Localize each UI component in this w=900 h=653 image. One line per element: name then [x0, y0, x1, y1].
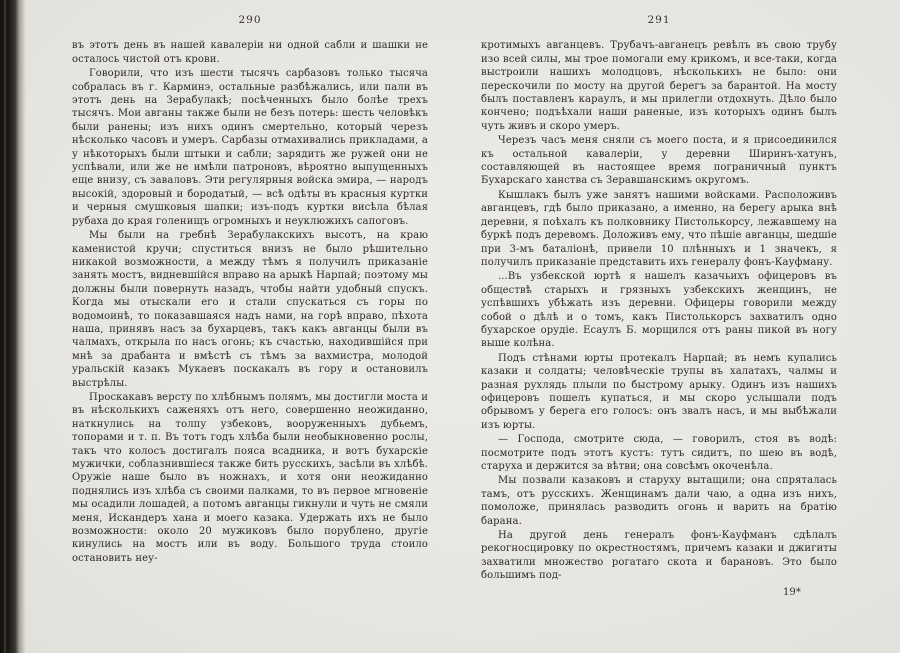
paragraph: ...Въ узбекской юртѣ я нашелъ казачьихъ офицеровъ въ обществѣ старыхъ и грязныхъ узбекскихъ женщинъ, не успѣвшихъ убѣжать изъ деревни. Офицеры говорили между собой о дѣлѣ и о томъ, какъ Пистолькорсъ захватилъ одно бухарское орудіе. Есаулъ Б. морщился отъ раны пикой въ ногу выше колѣна. — [481, 271, 837, 350]
paragraph: кротимыхъ авганцевъ. Трубачъ-авганецъ ревѣлъ въ свою трубу изо всей силы, мы трое помогали ему крикомъ, и все-таки, когда выстроили нашихъ молодцовъ, нѣсколькихъ не было: они перескочили по мосту на другой берегъ за барантой. На мосту былъ поставленъ караулъ, и мы прилегли отдохнуть. Дѣло было кончено; подъѣхали наши раненые, изъ которыхъ одинъ былъ чуть живъ и скоро умеръ. — [481, 40, 837, 132]
paragraph: — Господа, смотрите сюда, — говорилъ, стоя въ водѣ: посмотрите подъ этотъ кустъ: тутъ сидитъ, по шею въ водѣ, старуха и держится за вѣтви; она совсѣмъ окоченѣла. — [481, 434, 837, 472]
paragraph: Черезъ часъ меня сняли съ моего поста, и я присоединился къ остальной кавалеріи, у деревни Ширинъ-хатунъ, составляющей въ настоящее время пограничный пунктъ Бухарскаго ханства съ Зеравшанскимъ округомъ. — [481, 135, 837, 187]
paragraph: Кышлакъ былъ уже занятъ нашими войсками. Расположивъ авганцевъ, гдѣ было приказано, а именно, на берегу арыка внѣ деревни, я поѣхалъ къ полковнику Пистолькорсу, лежавшему на буркѣ подъ деревомъ. Доложивъ ему, что пѣшіе авганцы, шедшіе при 3-мъ баталіонѣ, привели 10 плѣнныхъ и 1 значекъ, я получилъ приказаніе представить ихъ генералу фонъ-Кауфману. — [481, 189, 837, 268]
page-number-left: 290 — [238, 14, 262, 26]
signature-mark: 19* — [782, 586, 801, 598]
paragraph: Мы были на гребнѣ Зерабулакскихъ высотъ, на краю каменистой кручи; спуститься внизъ не было рѣшительно никакой возможности, а между тѣмъ я получилъ приказаніе занять мостъ, видневшійся вправо на арыкѣ Нарпай; поэтому мы должны были повернуть назадъ, чтобы найти удобный спускъ. Когда мы отыскали его и стали спускаться съ горы по водомоинѣ, то показавшаяся надъ нами, на горѣ вправо, пѣхота наша, принявъ насъ за бухарцевъ, такъ какъ авганцы были въ чалмахъ, открыла по насъ огонь; къ счастью, находившійся при мнѣ за драбанта и вмѣстѣ съ тѣмъ за вахмистра, молодой уральскій казакъ Мукаевъ поскакалъ въ гору и остановилъ выстрѣлы. — [72, 230, 428, 389]
page-number-right: 291 — [647, 14, 671, 26]
paragraph: Подъ стѣнами юрты протекалъ Нарпай; въ немъ купались казаки и солдаты; человѣческіе трупы въ халатахъ, чалмы и разная рухлядь плыли по быстрому арыку. Одинъ изъ нашихъ офицеровъ пошелъ купаться, и мы скоро услышали подъ обрывомъ у берега его голосъ: онъ звалъ насъ, и мы выбѣжали изъ юрты. — [481, 352, 837, 431]
binding-edge — [0, 0, 26, 653]
paragraph: Проскакавъ версту по хлѣбнымъ полямъ, мы достигли моста и въ нѣсколькихъ саженяхъ отъ него, совершенно неожиданно, наткнулись на толпу узбековъ, вооруженныхъ дубьемъ, топорами и т. п. Въ тотъ годъ хлѣба были необыкновенно рослы, такъ что колосъ достигалъ пояса всадника, и вотъ бухарскіе мужички, соблазнившіеся также бить русскихъ, засѣли въ хлѣбѣ. Оружіе наше было въ ножнахъ, и хотя они неожиданно поднялись изъ хлѣба съ своими палками, то въ первое мгновеніе мы осадили лошадей, а потомъ авганцы гикнули и чуть не смяли меня, Искандеръ хана и моего казака. Удержать ихъ не было возможности: около 20 мужиковъ было порублено, другіе кинулись на мостъ или въ воду. Большого труда стоило остановить неу- — [72, 391, 428, 564]
paragraph: На другой день генералъ фонъ-Кауфманъ сдѣлалъ рекогносцировку по окрестностямъ, причемъ казаки и джигиты захватили множество рогатаго скота и барановъ. Это было большимъ под- — [481, 530, 837, 582]
paragraph: въ этотъ день въ нашей кавалеріи ни одной сабли и шашки не осталось чистой отъ крови. — [72, 40, 428, 65]
paragraph: Мы позвали казаковъ и старуху вытащили; она спряталась тамъ, отъ русскихъ. Женщинамъ дали чаю, а одна изъ нихъ, помоложе, принялась разводить огонь и варить на братію барана. — [481, 475, 837, 527]
paragraph: Говорили, что изъ шести тысячъ сарбазовъ только тысяча собралась въ г. Карминэ, остальные разбѣжались, или пали въ этотъ день на Зерабулакѣ; посѣченныхъ было болѣе трехъ тысячъ. Мои авганы также были не безъ потерь: шесть человѣкъ были ранены; изъ нихъ одинъ смертельно, который черезъ нѣсколько часовъ и умеръ. Сарбазы отмахивались прикладами, а у нѣкоторыхъ были штыки и сабли; зарядить же ружей они не успѣвали, или же не имѣли патроновъ, вѣроятно выпущенныхъ еще внизу, съ заваловъ. Эти регулярныя войска эмира, — народъ высокій, здоровый и бородатый, — всѣ одѣты въ красныя куртки и черныя смушковыя шапки; изъ-подъ куртки висѣла бѣлая рубаха до края голенищъ огромныхъ и неуклюжихъ сапоговъ. — [72, 68, 428, 227]
page-left — [72, 14, 428, 566]
page-right — [481, 14, 837, 599]
